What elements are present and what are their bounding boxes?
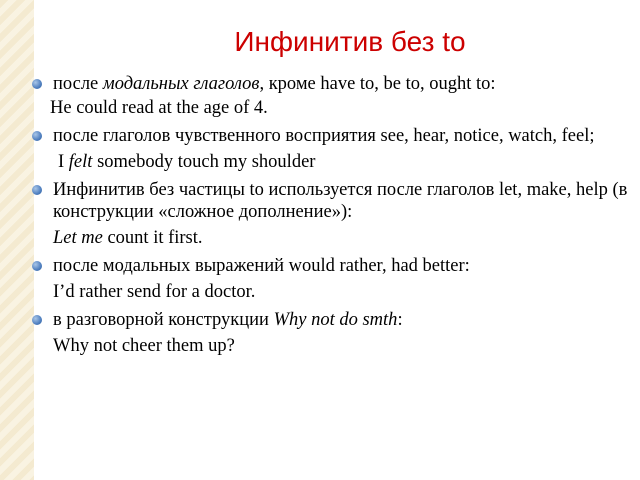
bullet-emphasis: Why not do smth	[273, 310, 398, 330]
bullet-item-modal-expressions	[32, 255, 628, 277]
bullet-text: после глаголов чувственного восприятия see, hear, notice, watch, feel;	[53, 126, 595, 146]
bullet-text: Инфинитив без частицы to используется после глаголов let, make, help (в конструкции «сложное дополнение»):	[53, 180, 628, 222]
bullet-text: после	[53, 74, 103, 94]
example-line	[32, 227, 628, 249]
bullet-text: :	[397, 310, 403, 330]
bullet-emphasis: модальных глаголов	[102, 74, 260, 94]
example-emphasis: felt	[68, 152, 93, 172]
bullet-dot-icon	[32, 79, 42, 89]
bullet-text: в разговорной конструкции	[53, 310, 274, 330]
bullet-item-why-not	[32, 309, 628, 331]
example-emphasis: Let me	[53, 228, 103, 248]
example-text: somebody touch my shoulder	[92, 152, 316, 172]
bullet-dot-icon	[32, 185, 42, 195]
example-line: Why not cheer them up?	[53, 336, 235, 356]
bullet-item-modal-verbs	[32, 73, 628, 95]
example-line: He could read at the age of 4.	[50, 98, 268, 118]
slide-title: Инфинитив без to	[234, 26, 466, 57]
bullet-item-let-make-help	[32, 179, 628, 223]
bullet-dot-icon	[32, 261, 42, 271]
bullet-text: после модальных выражений would rather, had better:	[53, 256, 470, 276]
slide-content	[32, 73, 628, 363]
bullet-dot-icon	[32, 131, 42, 141]
bullet-text: , кроме have to, be to, ought to:	[259, 74, 496, 94]
bullet-dot-icon	[32, 315, 42, 325]
example-text: I	[58, 152, 69, 172]
example-line	[32, 151, 628, 173]
example-text: count it first.	[102, 228, 203, 248]
example-line: I’d rather send for a doctor.	[53, 282, 256, 302]
decorative-left-band	[0, 0, 34, 480]
bullet-item-perception-verbs	[32, 125, 628, 147]
